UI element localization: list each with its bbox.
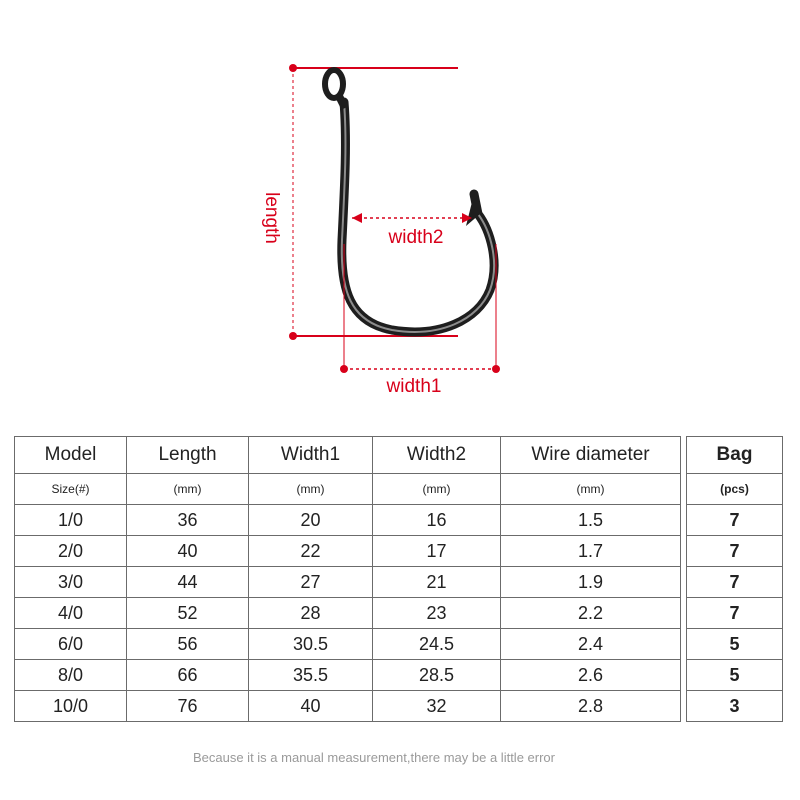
units-row	[15, 474, 783, 505]
header-row	[15, 437, 783, 474]
cell-width1: 35.5	[249, 660, 373, 691]
unit-size: Size(#)	[15, 474, 127, 505]
cell-model: 6/0	[15, 629, 127, 660]
width1-label: width1	[386, 376, 442, 397]
cell-width2: 17	[373, 536, 501, 567]
header-bag: Bag	[687, 437, 783, 474]
cell-model: 4/0	[15, 598, 127, 629]
cell-wire-diameter: 2.8	[501, 691, 681, 722]
cell-width1: 30.5	[249, 629, 373, 660]
cell-bag: 7	[687, 598, 783, 629]
cell-width2: 24.5	[373, 629, 501, 660]
cell-width1: 22	[249, 536, 373, 567]
cell-width1: 27	[249, 567, 373, 598]
cell-width2: 32	[373, 691, 501, 722]
width2-measure	[352, 213, 472, 223]
hook-spec-table	[14, 436, 783, 722]
unit-width1: (mm)	[249, 474, 373, 505]
cell-model: 3/0	[15, 567, 127, 598]
cell-wire-diameter: 2.6	[501, 660, 681, 691]
cell-wire-diameter: 2.2	[501, 598, 681, 629]
cell-width2: 28.5	[373, 660, 501, 691]
unit-wire-diameter: (mm)	[501, 474, 681, 505]
unit-width2: (mm)	[373, 474, 501, 505]
cell-length: 44	[127, 567, 249, 598]
fish-hook-image	[325, 70, 494, 332]
cell-model: 1/0	[15, 505, 127, 536]
cell-width1: 20	[249, 505, 373, 536]
cell-wire-diameter: 1.5	[501, 505, 681, 536]
cell-length: 52	[127, 598, 249, 629]
header-model: Model	[15, 437, 127, 474]
cell-model: 8/0	[15, 660, 127, 691]
cell-width2: 16	[373, 505, 501, 536]
table-row	[15, 660, 783, 691]
cell-wire-diameter: 2.4	[501, 629, 681, 660]
cell-bag: 7	[687, 536, 783, 567]
cell-length: 66	[127, 660, 249, 691]
cell-bag: 5	[687, 660, 783, 691]
cell-width2: 21	[373, 567, 501, 598]
cell-bag: 7	[687, 505, 783, 536]
cell-length: 76	[127, 691, 249, 722]
unit-bag: (pcs)	[687, 474, 783, 505]
cell-wire-diameter: 1.9	[501, 567, 681, 598]
cell-width1: 28	[249, 598, 373, 629]
length-measure	[289, 64, 458, 340]
cell-length: 56	[127, 629, 249, 660]
length-label: length	[261, 192, 282, 244]
table-row	[15, 629, 783, 660]
header-width1: Width1	[249, 437, 373, 474]
cell-width2: 23	[373, 598, 501, 629]
table-row	[15, 598, 783, 629]
cell-bag: 3	[687, 691, 783, 722]
cell-length: 40	[127, 536, 249, 567]
cell-model: 2/0	[15, 536, 127, 567]
header-width2: Width2	[373, 437, 501, 474]
cell-bag: 7	[687, 567, 783, 598]
width2-label: width2	[388, 227, 444, 248]
header-length: Length	[127, 437, 249, 474]
measurement-note: Because it is a manual measurement,there may be a little error	[192, 750, 555, 765]
table-row	[15, 536, 783, 567]
header-wire-diameter: Wire diameter	[501, 437, 681, 474]
cell-model: 10/0	[15, 691, 127, 722]
table-row	[15, 567, 783, 598]
cell-bag: 5	[687, 629, 783, 660]
cell-wire-diameter: 1.7	[501, 536, 681, 567]
unit-length: (mm)	[127, 474, 249, 505]
cell-length: 36	[127, 505, 249, 536]
cell-width1: 40	[249, 691, 373, 722]
table-row	[15, 505, 783, 536]
table-row	[15, 691, 783, 722]
